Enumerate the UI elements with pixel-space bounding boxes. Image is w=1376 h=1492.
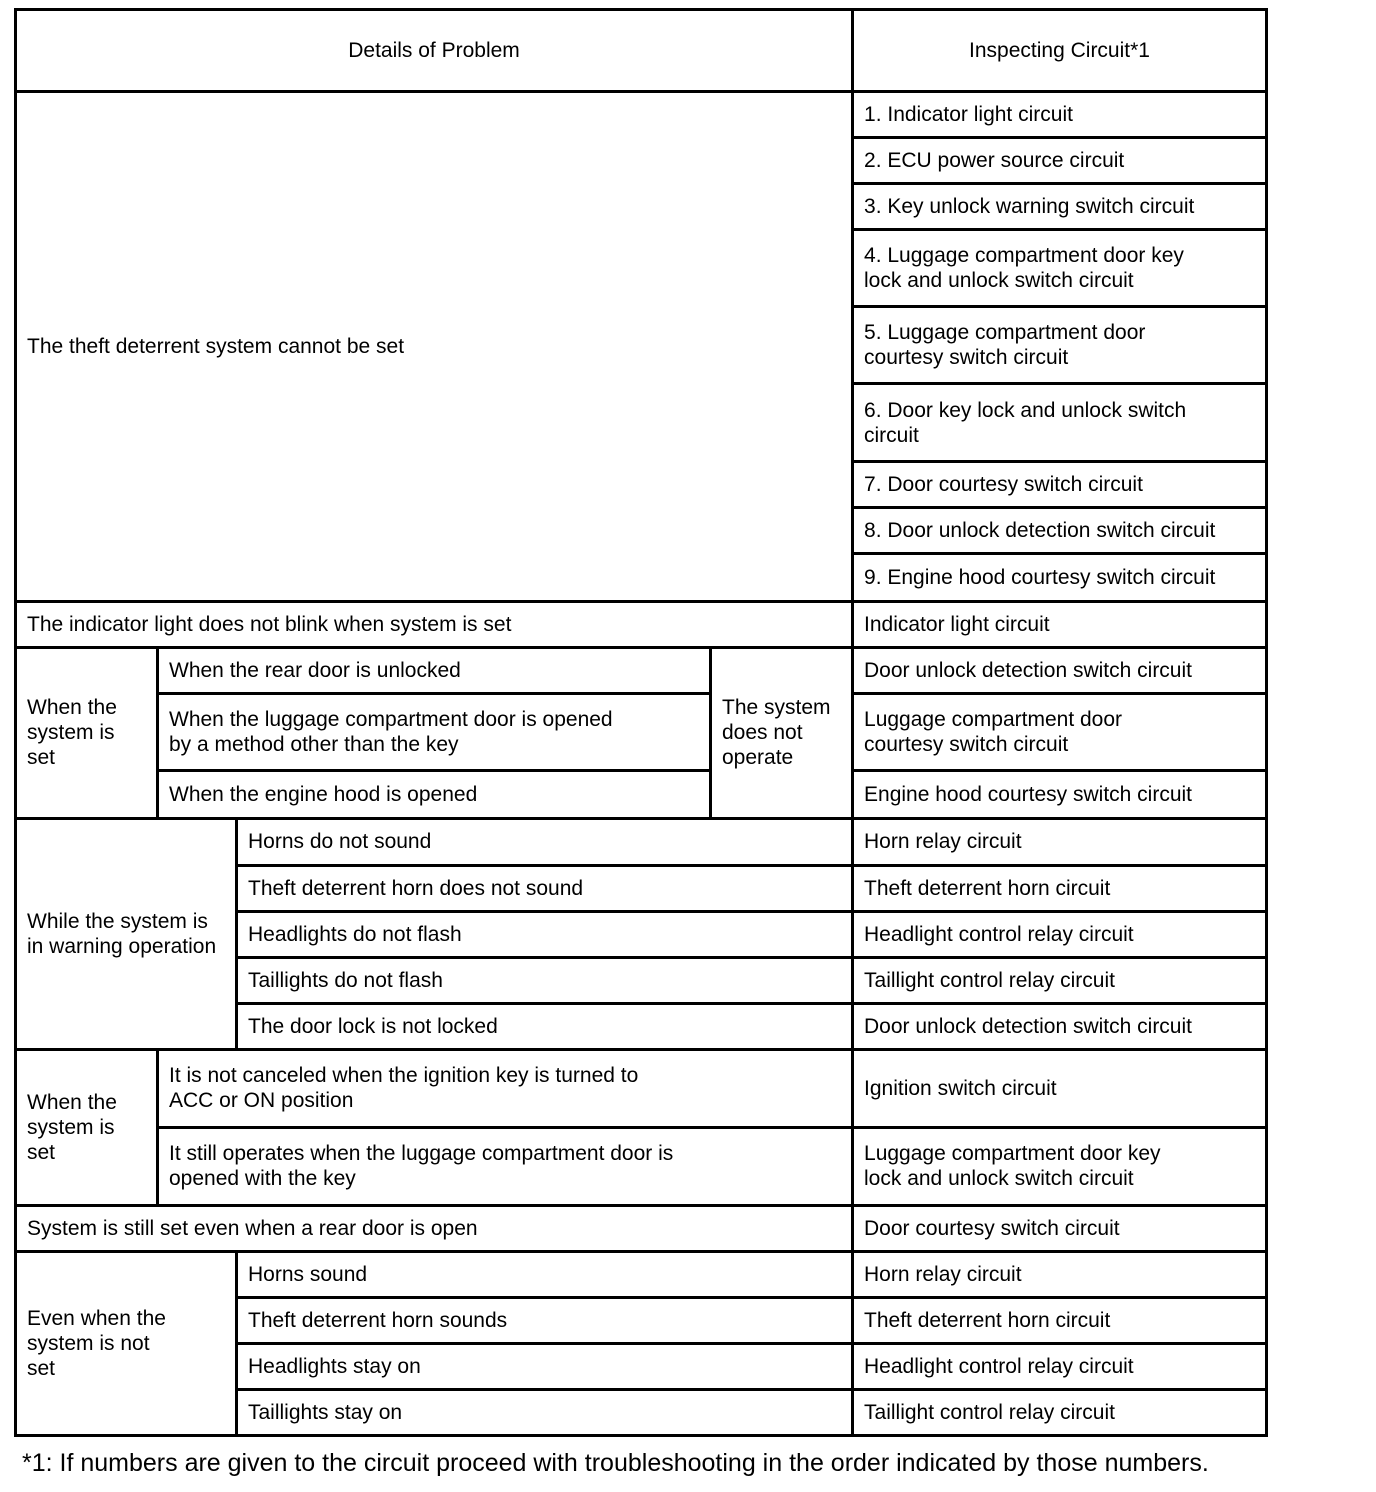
circuit-cell: Luggage compartment door key lock and unlock switch circuit	[853, 1127, 1267, 1205]
table-row	[16, 694, 1267, 771]
header-inspecting-circuit: Inspecting Circuit*1	[853, 10, 1267, 92]
header-row	[16, 10, 1267, 92]
problem-cell: Taillights do not flash	[237, 957, 853, 1003]
circuit-cell: Engine hood courtesy switch circuit	[853, 771, 1267, 818]
circuit-cell: Taillight control relay circuit	[853, 1389, 1267, 1435]
circuit-cell: Indicator light circuit	[853, 602, 1267, 648]
problem-cell: Theft deterrent horn does not sound	[237, 865, 853, 911]
table-row	[16, 1049, 1267, 1127]
condition-cell: While the system is in warning operation	[16, 818, 237, 1049]
table-row	[16, 648, 1267, 694]
problem-cell: Theft deterrent horn sounds	[237, 1297, 853, 1343]
problem-cell: Taillights stay on	[237, 1389, 853, 1435]
result-cell: The system does not operate	[711, 648, 853, 818]
problem-cell: When the luggage compartment door is opened by a method other than the key	[158, 694, 711, 771]
condition-cell: Even when the system is not set	[16, 1251, 237, 1435]
problem-cell: Horns do not sound	[237, 818, 853, 865]
footnote: *1: If numbers are given to the circuit proceed with troubleshooting in the order indicated by those numbers.	[22, 1449, 1209, 1477]
problem-cell: Headlights stay on	[237, 1343, 853, 1389]
condition-cell: When the system is set	[16, 1049, 158, 1205]
problem-cell: When the rear door is unlocked	[158, 648, 711, 694]
circuit-cell: 4. Luggage compartment door key lock and unlock switch circuit	[853, 230, 1267, 307]
circuit-cell: 9. Engine hood courtesy switch circuit	[853, 554, 1267, 602]
circuit-cell: Theft deterrent horn circuit	[853, 1297, 1267, 1343]
problem-cell: When the engine hood is opened	[158, 771, 711, 818]
circuit-cell: Taillight control relay circuit	[853, 957, 1267, 1003]
circuit-cell: Headlight control relay circuit	[853, 1343, 1267, 1389]
problem-cannot-be-set: The theft deterrent system cannot be set	[16, 92, 853, 602]
circuit-cell: 8. Door unlock detection switch circuit	[853, 508, 1267, 554]
problem-cell: It still operates when the luggage compartment door is opened with the key	[158, 1127, 853, 1205]
problem-cell: Headlights do not flash	[237, 911, 853, 957]
circuit-cell: 5. Luggage compartment door courtesy switch circuit	[853, 307, 1267, 384]
table-row	[16, 1127, 1267, 1205]
header-details: Details of Problem	[16, 10, 853, 92]
circuit-cell: Door courtesy switch circuit	[853, 1205, 1267, 1251]
table-row	[16, 771, 1267, 818]
problem-cell: Horns sound	[237, 1251, 853, 1297]
table-row	[16, 602, 1267, 648]
circuit-cell: Luggage compartment door courtesy switch circuit	[853, 694, 1267, 771]
circuit-cell: Horn relay circuit	[853, 1251, 1267, 1297]
circuit-cell: 7. Door courtesy switch circuit	[853, 462, 1267, 508]
condition-cell: When the system is set	[16, 648, 158, 818]
table-row	[16, 1205, 1267, 1251]
circuit-cell: Theft deterrent horn circuit	[853, 865, 1267, 911]
circuit-cell: 3. Key unlock warning switch circuit	[853, 184, 1267, 230]
circuit-cell: 2. ECU power source circuit	[853, 138, 1267, 184]
troubleshooting-table	[14, 8, 1268, 1437]
problem-cell: The door lock is not locked	[237, 1003, 853, 1049]
circuit-cell: Horn relay circuit	[853, 818, 1267, 865]
table-row	[16, 92, 1267, 138]
circuit-cell: 1. Indicator light circuit	[853, 92, 1267, 138]
table-row	[16, 818, 1267, 865]
problem-cell: The indicator light does not blink when system is set	[16, 602, 853, 648]
circuit-cell: Door unlock detection switch circuit	[853, 1003, 1267, 1049]
table-row	[16, 1251, 1267, 1297]
circuit-cell: Door unlock detection switch circuit	[853, 648, 1267, 694]
problem-cell: System is still set even when a rear door is open	[16, 1205, 853, 1251]
problem-cell: It is not canceled when the ignition key is turned to ACC or ON position	[158, 1049, 853, 1127]
circuit-cell: Ignition switch circuit	[853, 1049, 1267, 1127]
circuit-cell: Headlight control relay circuit	[853, 911, 1267, 957]
circuit-cell: 6. Door key lock and unlock switch circuit	[853, 384, 1267, 462]
